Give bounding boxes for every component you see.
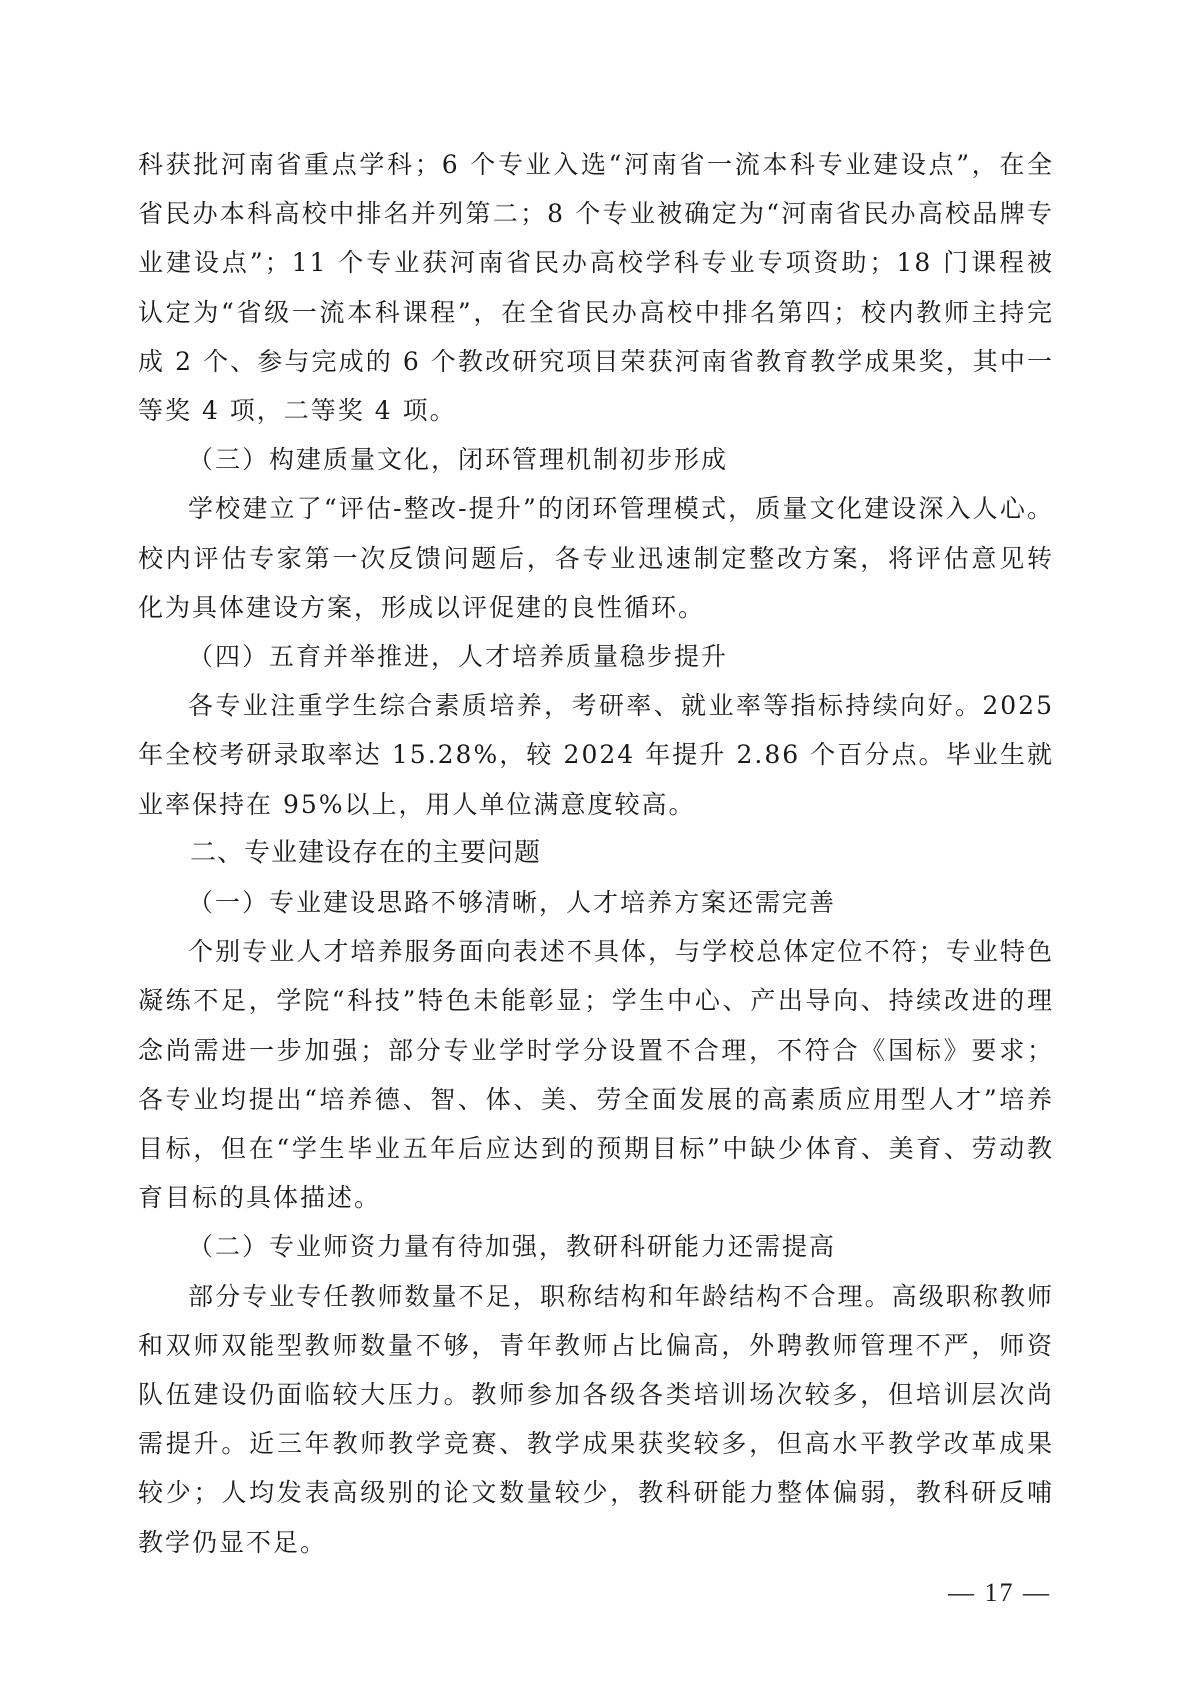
section-subheading-1: （一）专业建设思路不够清晰，人才培养方案还需完善 — [188, 888, 837, 918]
document-body — [138, 140, 1054, 1567]
section-heading-2: 二、专业建设存在的主要问题 — [190, 837, 542, 868]
paragraph: 学校建立了“评估-整改-提升”的闭环管理模式，质量文化建设深入人心。校内评估专家第一次反馈问题后，各专业迅速制定整改方案，将评估意见转化为具体建设方案，形成以评促建的良性循环。 — [138, 494, 1054, 622]
paragraph: 部分专业专任教师数量不足，职称结构和年龄结构不合理。高级职称教师和双师双能型教师数量不够，青年教师占比偏高，外聘教师管理不严，师资队伍建设仍面临较大压力。教师参加各级各类培训场次较多，但培训层次尚需提升。近三年教师教学竞赛、教学成果获奖较多，但高水平教学改革成果较少；人均发表高级别的论文数量较少，教科研能力整体偏弱，教科研反哺教学仍显不足。 — [138, 1281, 1054, 1557]
section-subheading-2: （二）专业师资力量有待加强，教研科研能力还需提高 — [188, 1232, 837, 1262]
page-number: — 17 — — [948, 1578, 1051, 1607]
paragraph: 各专业注重学生综合素质培养，考研率、就业率等指标持续向好。2025 年全校考研录取率达 15.28%，较 2024 年提升 2.86 个百分点。毕业生就业率保持在 95%以上，用人单位满意度较高。 — [138, 691, 1054, 819]
paragraph-continued: 科获批河南省重点学科；6 个专业入选“河南省一流本科专业建设点”，在全省民办本科高校中排名并列第二；8 个专业被确定为“河南省民办高校品牌专业建设点”；11 个专业获河南省民办高校学科专业专项资助；18 门课程被认定为“省级一流本科课程”，在全省民办高校中排名第四；校内教师主持完成 2 个、参与完成的 6 个教改研究项目荣获河南省教育教学成果奖，其中一等奖 4 项，二等奖 4 项。 — [138, 150, 1054, 426]
section-subheading-3: （三）构建质量文化，闭环管理机制初步形成 — [188, 445, 729, 475]
section-subheading-4: （四）五育并举推进，人才培养质量稳步提升 — [188, 642, 729, 672]
paragraph: 个别专业人才培养服务面向表述不具体，与学校总体定位不符；专业特色凝练不足，学院“科技”特色未能彰显；学生中心、产出导向、持续改进的理念尚需进一步加强；部分专业学时学分设置不合理，不符合《国标》要求；各专业均提出“培养德、智、体、美、劳全面发展的高素质应用型人才”培养目标，但在“学生毕业五年后应达到的预期目标”中缺少体育、美育、劳动教育目标的具体描述。 — [138, 937, 1054, 1213]
